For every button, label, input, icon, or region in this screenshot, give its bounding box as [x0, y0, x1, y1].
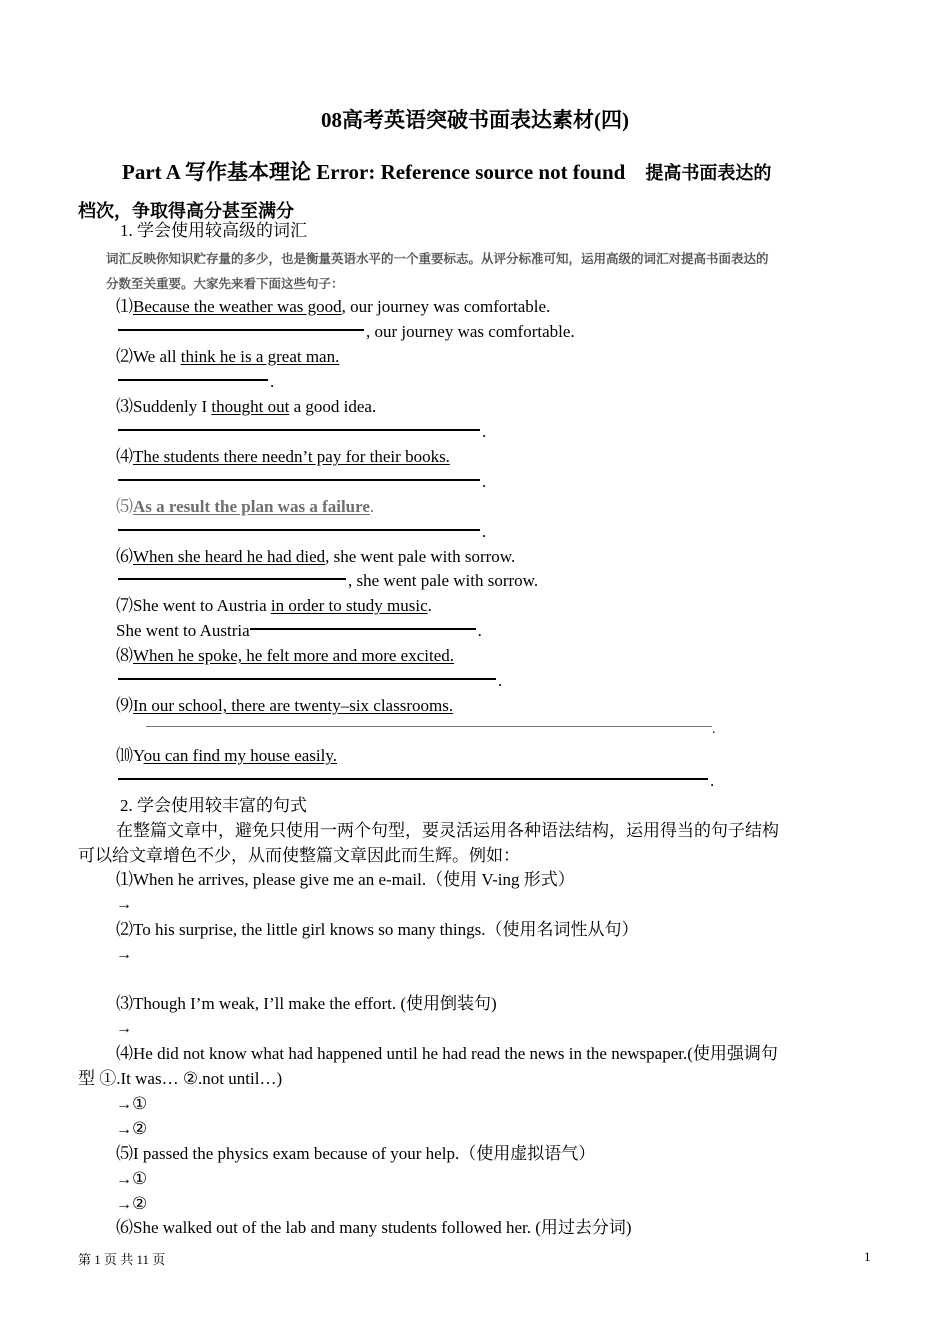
sentence-3: ⑶Suddenly I thought out a good idea.	[116, 397, 377, 416]
pattern-sentence-4: ⑷He did not know what had happened until he had read the news in the newspaper.(使用强调句	[116, 1044, 778, 1063]
sentence-2: ⑵We all think he is a great man.	[116, 347, 340, 366]
pattern-sentence-1: ⑴When he arrives, please give me an e-mail.（使用 V-ing 形式）	[116, 870, 575, 889]
sentence-8: ⑻When he spoke, he felt more and more excited.	[116, 646, 454, 665]
answer-4-1: →①	[116, 1094, 148, 1113]
answer-line-2: .	[118, 371, 274, 393]
pattern-sentence-3: ⑶Though I’m weak, I’ll make the effort. (使用倒装句)	[116, 994, 497, 1013]
arrow-icon: →	[116, 1020, 132, 1037]
answer-5-1: →①	[116, 1169, 148, 1188]
page-footer-left: 第 1 页 共 11 页	[78, 1252, 166, 1267]
pattern-sentence-6: ⑹She walked out of the lab and many students followed her. (用过去分词)	[116, 1218, 632, 1237]
answer-line-8: .	[118, 670, 502, 692]
answer-line-5: .	[118, 521, 486, 543]
answer-4-2: →②	[116, 1119, 148, 1138]
pattern-sentence-4-cont: 型 ①.It was… ②.not until…)	[78, 1069, 283, 1088]
pattern-sentence-5: ⑸I passed the physics exam because of your help.（使用虚拟语气）	[116, 1144, 596, 1163]
answer-line-9: .	[146, 719, 716, 741]
sentence-5: ⑸As a result the plan was a failure.	[116, 497, 375, 516]
section-2-intro-1: 在整篇文章中，避免只使用一两个句型，要灵活运用各种语法结构，运用得当的句子结构	[116, 821, 779, 840]
section-2-heading: 2. 学会使用较丰富的句式	[120, 796, 307, 815]
part-a-heading	[122, 156, 882, 186]
sentence-4: ⑷The students there needn’t pay for their books.	[116, 447, 450, 466]
arrow-icon: →	[116, 1096, 132, 1113]
section-1-intro-1: 词汇反映你知识贮存量的多少，也是衡量英语水平的一个重要标志。从评分标准可知，运用高级的词汇对提高书面表达的	[106, 252, 769, 266]
sentence-9: ⑼In our school, there are twenty–six classrooms.	[116, 696, 454, 715]
sentence-1: ⑴Because the weather was good, our journey was comfortable.	[116, 297, 551, 316]
arrow-icon: →	[116, 1196, 132, 1213]
answer-line-1: , our journey was comfortable.	[118, 321, 575, 343]
answer-5-2: →②	[116, 1194, 148, 1213]
section-2-intro-2: 可以给文章增色不少，从而使整篇文章因此而生辉。例如：	[78, 846, 520, 865]
sentence-7: ⑺She went to Austria in order to study music.	[116, 596, 432, 615]
arrow-icon: →	[116, 1121, 132, 1138]
answer-line-4: .	[118, 471, 486, 493]
part-a-heading-cont: 档次，争取得高分甚至满分	[78, 201, 294, 221]
arrow-icon: →	[116, 1171, 132, 1188]
document-title: 08高考英语突破书面表达素材(四)	[321, 108, 629, 132]
arrow-icon: →	[116, 946, 132, 963]
part-a-subtitle: 提高书面表达的	[645, 163, 772, 183]
section-1-heading: 1. 学会使用较高级的词汇	[120, 221, 307, 240]
section-1-intro-2: 分数至关重要。大家先来看下面这些句子：	[106, 277, 344, 291]
answer-line-7: She went to Austria .	[116, 621, 482, 640]
part-a-title: Part A 写作基本理论 Error: Reference source not found	[122, 160, 626, 184]
answer-line-6: , she went pale with sorrow.	[118, 570, 538, 592]
page-number: 1	[864, 1249, 871, 1264]
pattern-sentence-2: ⑵To his surprise, the little girl knows so many things.（使用名词性从句）	[116, 920, 639, 939]
answer-line-10: .	[118, 770, 714, 792]
answer-line-3: .	[118, 421, 486, 443]
sentence-6: ⑹When she heard he had died, she went pale with sorrow.	[116, 547, 516, 566]
arrow-icon: →	[116, 896, 132, 913]
sentence-10: ⑽You can find my house easily.	[116, 746, 337, 765]
